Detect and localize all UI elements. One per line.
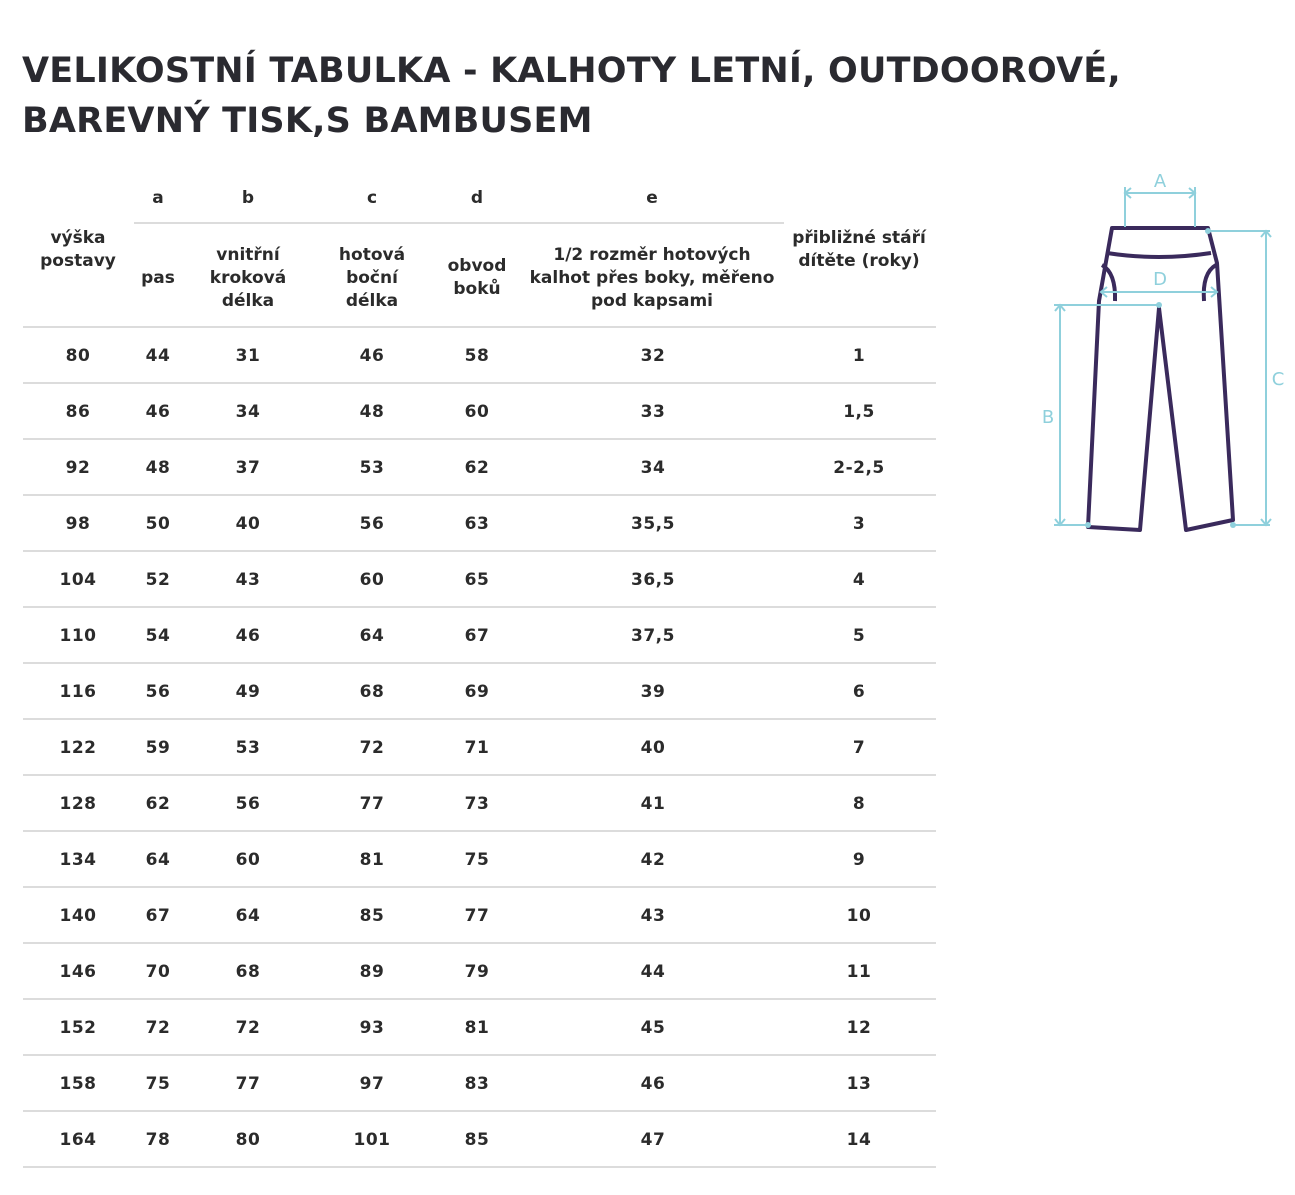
- cell-waist: 72: [145, 1018, 171, 1038]
- cell-side-length: 64: [359, 626, 385, 646]
- cell-hips: 71: [464, 738, 490, 758]
- cell-half-hips: 44: [640, 962, 666, 982]
- cell-hips: 75: [464, 850, 490, 870]
- cell-age: 8: [852, 794, 866, 814]
- header-hips: obvod boků: [447, 256, 507, 299]
- cell-height: 116: [59, 682, 97, 702]
- cell-height: 140: [59, 906, 97, 926]
- cell-side-length: 101: [353, 1130, 391, 1150]
- cell-inseam: 56: [235, 794, 261, 814]
- cell-hips: 81: [464, 1018, 490, 1038]
- cell-inseam: 31: [235, 346, 261, 366]
- column-letter-d: d: [470, 188, 484, 208]
- measure-label-a: A: [1153, 171, 1167, 192]
- table-row: [23, 440, 936, 496]
- cell-inseam: 60: [235, 850, 261, 870]
- table-row: [23, 1000, 936, 1056]
- cell-inseam: 72: [235, 1018, 261, 1038]
- cell-waist: 62: [145, 794, 171, 814]
- cell-waist: 70: [145, 962, 171, 982]
- column-letter-b: b: [241, 188, 255, 208]
- cell-hips: 69: [464, 682, 490, 702]
- cell-side-length: 85: [359, 906, 385, 926]
- cell-half-hips: 39: [640, 682, 666, 702]
- cell-age: 9: [852, 850, 866, 870]
- table-row: [23, 496, 936, 552]
- cell-age: 10: [846, 906, 872, 926]
- cell-half-hips: 47: [640, 1130, 666, 1150]
- table-row: [23, 720, 936, 776]
- cell-half-hips: 32: [640, 346, 666, 366]
- trousers-measurement-diagram: [1030, 165, 1295, 537]
- cell-age: 3: [852, 514, 866, 534]
- cell-height: 110: [59, 626, 97, 646]
- cell-inseam: 64: [235, 906, 261, 926]
- cell-hips: 83: [464, 1074, 490, 1094]
- header-inseam: vnitřní kroková délka: [209, 245, 287, 311]
- cell-height: 158: [59, 1074, 97, 1094]
- cell-half-hips: 41: [640, 794, 666, 814]
- cell-height: 80: [65, 346, 91, 366]
- cell-waist: 48: [145, 458, 171, 478]
- cell-age: 2-2,5: [833, 458, 885, 478]
- cell-inseam: 46: [235, 626, 261, 646]
- cell-age: 7: [852, 738, 866, 758]
- cell-side-length: 48: [359, 402, 385, 422]
- cell-age: 6: [852, 682, 866, 702]
- column-letter-a: a: [152, 188, 164, 208]
- table-row: [23, 328, 936, 384]
- table-row: [23, 664, 936, 720]
- cell-inseam: 80: [235, 1130, 261, 1150]
- cell-half-hips: 36,5: [631, 570, 675, 590]
- cell-hips: 77: [464, 906, 490, 926]
- cell-side-length: 89: [359, 962, 385, 982]
- cell-side-length: 68: [359, 682, 385, 702]
- cell-waist: 56: [145, 682, 171, 702]
- cell-hips: 62: [464, 458, 490, 478]
- cell-age: 1: [852, 346, 866, 366]
- cell-half-hips: 40: [640, 738, 666, 758]
- cell-side-length: 60: [359, 570, 385, 590]
- cell-side-length: 53: [359, 458, 385, 478]
- cell-inseam: 49: [235, 682, 261, 702]
- cell-waist: 78: [145, 1130, 171, 1150]
- cell-hips: 58: [464, 346, 490, 366]
- cell-inseam: 43: [235, 570, 261, 590]
- table-row: [23, 552, 936, 608]
- cell-height: 164: [59, 1130, 97, 1150]
- column-letter-c: c: [366, 188, 378, 208]
- cell-height: 98: [65, 514, 91, 534]
- cell-hips: 85: [464, 1130, 490, 1150]
- cell-age: 11: [846, 962, 872, 982]
- cell-waist: 50: [145, 514, 171, 534]
- measure-label-d: D: [1153, 269, 1167, 290]
- table-row: [23, 776, 936, 832]
- cell-side-length: 46: [359, 346, 385, 366]
- cell-waist: 46: [145, 402, 171, 422]
- table-row: [23, 944, 936, 1000]
- cell-half-hips: 45: [640, 1018, 666, 1038]
- table-row: [23, 1112, 936, 1168]
- cell-inseam: 53: [235, 738, 261, 758]
- cell-waist: 52: [145, 570, 171, 590]
- cell-height: 134: [59, 850, 97, 870]
- waistband-line: [1107, 253, 1211, 257]
- cell-age: 4: [852, 570, 866, 590]
- cell-age: 5: [852, 626, 866, 646]
- header-waist: pas: [141, 268, 175, 288]
- measure-label-c: C: [1271, 369, 1285, 390]
- cell-height: 122: [59, 738, 97, 758]
- cell-hips: 65: [464, 570, 490, 590]
- column-letter-e: e: [646, 188, 658, 208]
- cell-hips: 67: [464, 626, 490, 646]
- table-row: [23, 888, 936, 944]
- table-row: [23, 832, 936, 888]
- cell-age: 14: [846, 1130, 872, 1150]
- cell-height: 146: [59, 962, 97, 982]
- cell-inseam: 34: [235, 402, 261, 422]
- measure-label-b: B: [1041, 407, 1055, 428]
- cell-age: 13: [846, 1074, 872, 1094]
- cell-half-hips: 43: [640, 906, 666, 926]
- table-row: [23, 608, 936, 664]
- header-divider: [134, 222, 784, 224]
- cell-waist: 59: [145, 738, 171, 758]
- cell-half-hips: 34: [640, 458, 666, 478]
- cell-half-hips: 35,5: [631, 514, 675, 534]
- cell-waist: 67: [145, 906, 171, 926]
- cell-inseam: 40: [235, 514, 261, 534]
- cell-hips: 63: [464, 514, 490, 534]
- cell-hips: 79: [464, 962, 490, 982]
- table-row: [23, 1056, 936, 1112]
- header-half-hips: 1/2 rozměr hotových kalhot přes boky, měřeno pod kapsami: [529, 245, 775, 311]
- cell-side-length: 81: [359, 850, 385, 870]
- cell-waist: 44: [145, 346, 171, 366]
- cell-age: 1,5: [843, 402, 875, 422]
- cell-side-length: 97: [359, 1074, 385, 1094]
- page-title: VELIKOSTNÍ TABULKA - KALHOTY LETNÍ, OUTDOOROVÉ, BAREVNÝ TISK,S BAMBUSEM: [22, 51, 1121, 141]
- cell-hips: 73: [464, 794, 490, 814]
- cell-waist: 54: [145, 626, 171, 646]
- cell-inseam: 77: [235, 1074, 261, 1094]
- cell-height: 152: [59, 1018, 97, 1038]
- cell-hips: 60: [464, 402, 490, 422]
- cell-half-hips: 37,5: [631, 626, 675, 646]
- cell-inseam: 68: [235, 962, 261, 982]
- header-side-length: hotová boční délka: [338, 245, 406, 311]
- table-row: [23, 384, 936, 440]
- cell-side-length: 72: [359, 738, 385, 758]
- cell-height: 128: [59, 794, 97, 814]
- cell-half-hips: 42: [640, 850, 666, 870]
- cell-side-length: 77: [359, 794, 385, 814]
- cell-inseam: 37: [235, 458, 261, 478]
- cell-half-hips: 46: [640, 1074, 666, 1094]
- cell-age: 12: [846, 1018, 872, 1038]
- cell-side-length: 56: [359, 514, 385, 534]
- cell-height: 104: [59, 570, 97, 590]
- cell-waist: 64: [145, 850, 171, 870]
- row-rule: [23, 1166, 936, 1168]
- cell-side-length: 93: [359, 1018, 385, 1038]
- cell-height: 92: [65, 458, 91, 478]
- cell-half-hips: 33: [640, 402, 666, 422]
- header-height: výška postavy: [40, 228, 116, 271]
- cell-height: 86: [65, 402, 91, 422]
- cell-waist: 75: [145, 1074, 171, 1094]
- header-age: přibližné stáří dítěte (roky): [792, 228, 926, 271]
